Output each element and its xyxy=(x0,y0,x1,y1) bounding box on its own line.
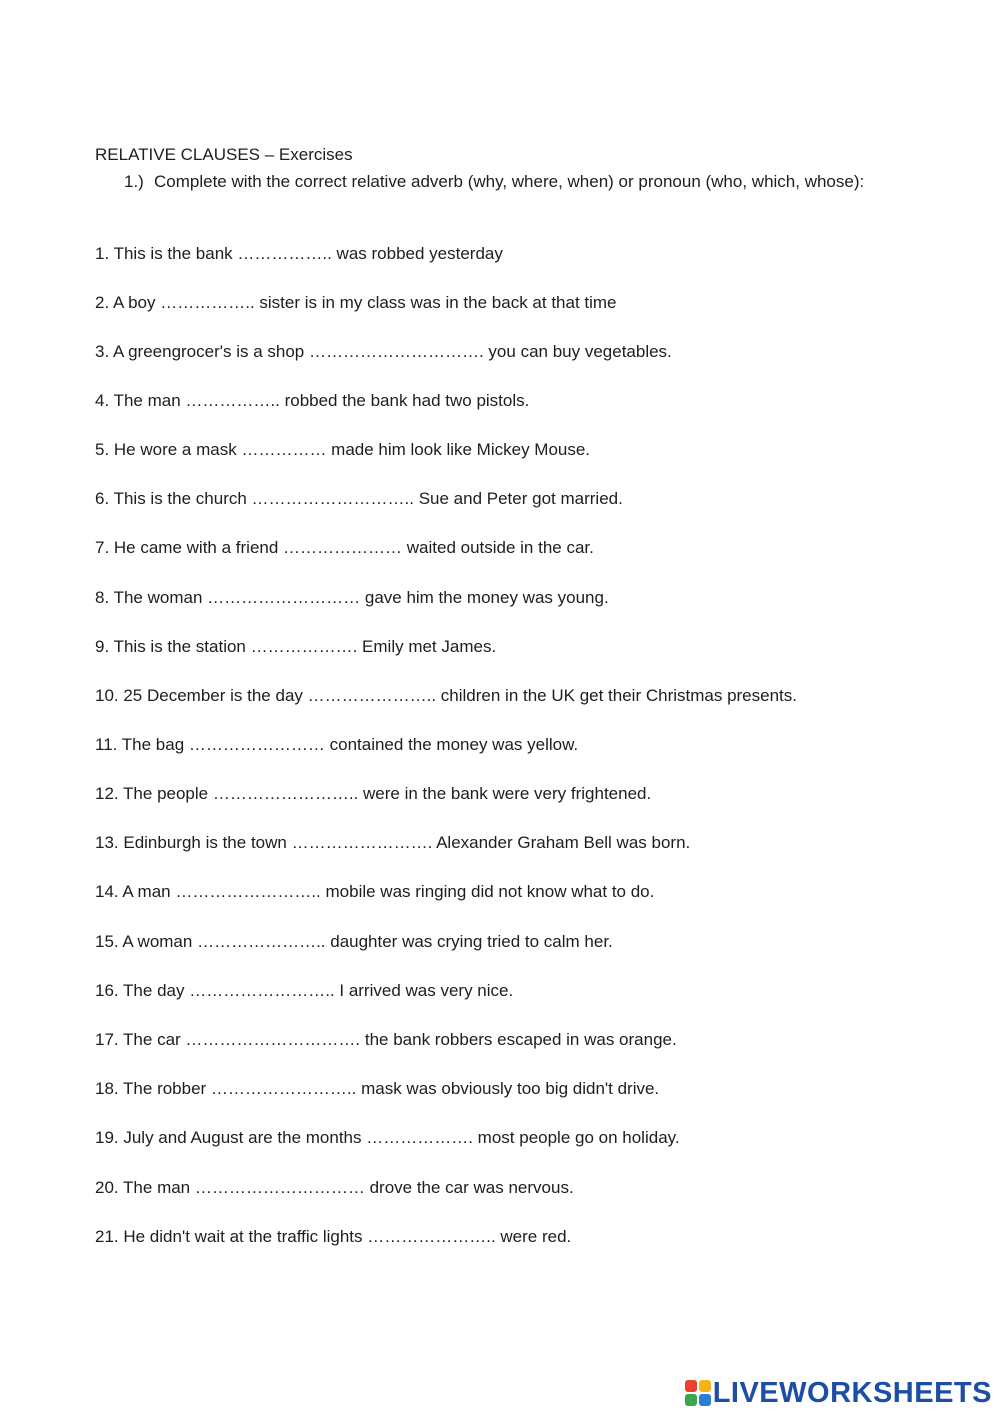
exercise-item: 18. The robber …………………….. mask was obviously too big didn't drive. xyxy=(95,1079,660,1098)
page-title: RELATIVE CLAUSES – Exercises xyxy=(95,145,353,164)
exercise-item: 9. This is the station ………………. Emily met James. xyxy=(95,637,497,656)
exercise-item: 14. A man …………………….. mobile was ringing did not know what to do. xyxy=(95,882,655,901)
exercise-item: 2. A boy …………….. sister is in my class was in the back at that time xyxy=(95,293,617,312)
exercise-item: 11. The bag …………………… contained the money was yellow. xyxy=(95,735,579,754)
exercise-item: 17. The car …………………………. the bank robbers escaped in was orange. xyxy=(95,1030,677,1049)
exercise-item: 7. He came with a friend ………………… waited outside in the car. xyxy=(95,538,594,557)
logo-square-green xyxy=(685,1394,697,1406)
exercise-item: 20. The man ………………………… drove the car was nervous. xyxy=(95,1178,574,1197)
logo-squares-icon xyxy=(685,1380,711,1406)
exercise-item: 3. A greengrocer's is a shop …………………………. you can buy vegetables. xyxy=(95,342,672,361)
exercise-item: 10. 25 December is the day ………………….. children in the UK get their Christmas presents. xyxy=(95,686,797,705)
exercise-item: 13. Edinburgh is the town ……………………. Alexander Graham Bell was born. xyxy=(95,833,691,852)
instruction-number: 1.) xyxy=(124,172,144,191)
exercise-item: 6. This is the church ……………………….. Sue and Peter got married. xyxy=(95,489,623,508)
exercise-item: 16. The day …………………….. I arrived was very nice. xyxy=(95,981,514,1000)
logo-square-blue xyxy=(699,1394,711,1406)
exercise-item: 5. He wore a mask …………… made him look like Mickey Mouse. xyxy=(95,440,591,459)
exercise-item: 4. The man …………….. robbed the bank had two pistols. xyxy=(95,391,530,410)
exercise-item: 12. The people …………………….. were in the bank were very frightened. xyxy=(95,784,652,803)
exercise-item: 15. A woman ………………….. daughter was crying tried to calm her. xyxy=(95,932,613,951)
exercise-item: 21. He didn't wait at the traffic lights ………………….. were red. xyxy=(95,1227,572,1246)
logo-text: LIVEWORKSHEETS xyxy=(712,1376,992,1409)
instruction-text: Complete with the correct relative adverb (why, where, when) or pronoun (who, which, whose): xyxy=(154,172,865,191)
instruction xyxy=(95,169,885,194)
logo-square-yellow xyxy=(699,1380,711,1392)
exercise-item: 8. The woman ……………………… gave him the money was young. xyxy=(95,588,609,607)
exercise-item: 19. July and August are the months ………………. most people go on holiday. xyxy=(95,1128,680,1147)
exercise-item: 1. This is the bank …………….. was robbed yesterday xyxy=(95,244,503,263)
liveworksheets-logo xyxy=(685,1376,992,1410)
logo-square-red xyxy=(685,1380,697,1392)
